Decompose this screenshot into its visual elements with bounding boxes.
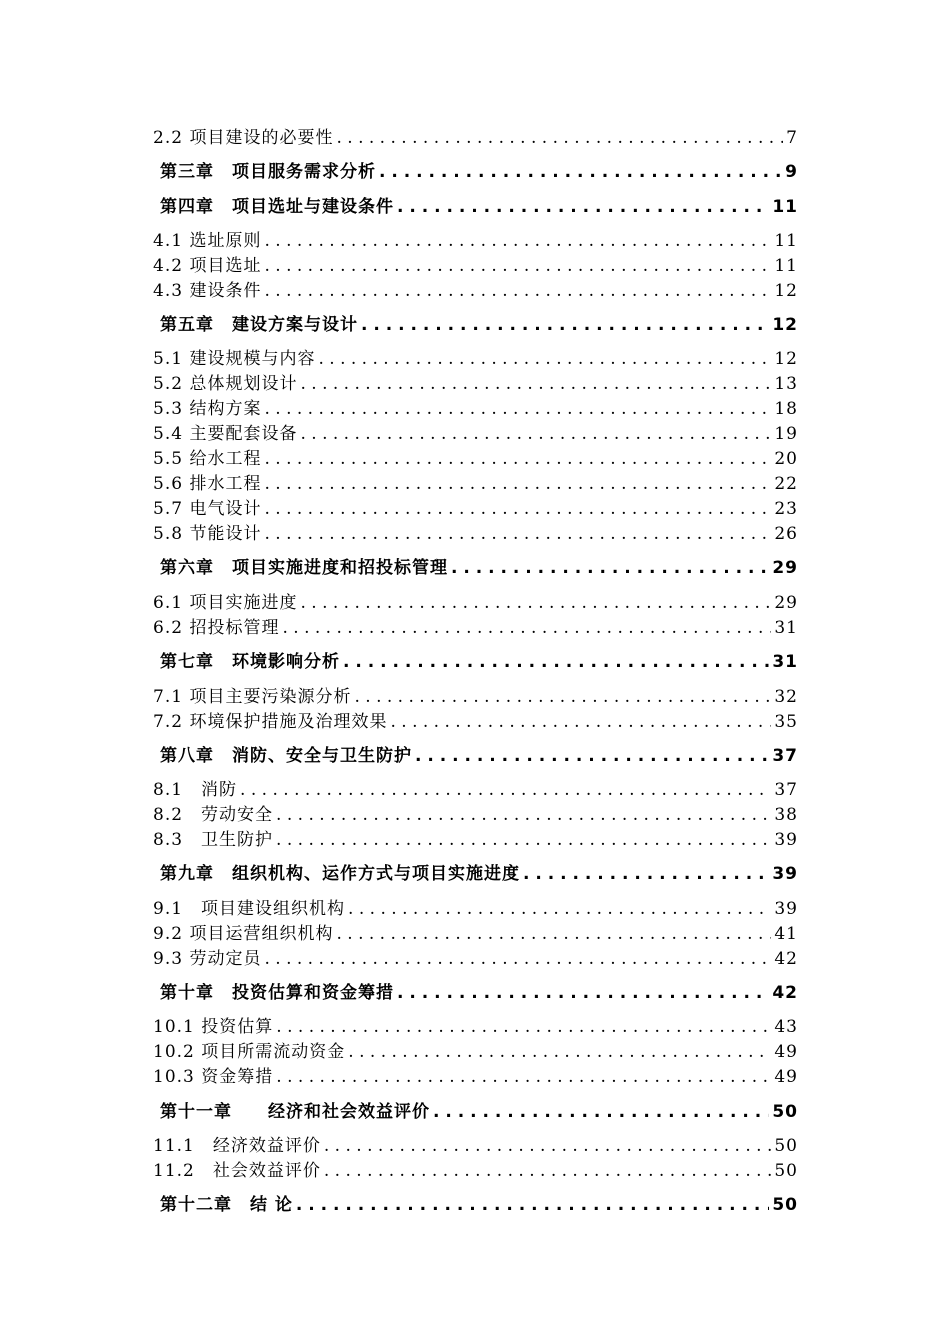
toc-entry-title: 8.3 卫生防护 — [153, 830, 274, 850]
dot-leader — [390, 711, 771, 733]
toc-entry-title: 5.7 电气设计 — [153, 499, 262, 519]
toc-entry-page-number: 13 — [774, 374, 798, 394]
toc-entry-page-number: 37 — [772, 746, 798, 766]
toc-section-entry[interactable] — [153, 948, 798, 970]
toc-entry-page-number: 50 — [772, 1195, 798, 1215]
dot-leader — [264, 523, 771, 545]
toc-section-entry[interactable] — [153, 779, 798, 801]
toc-entry-title: 9.1 项目建设组织机构 — [153, 899, 346, 919]
dot-leader — [433, 1101, 769, 1123]
dot-leader — [318, 348, 771, 370]
toc-entry-page-number: 43 — [774, 1017, 798, 1037]
toc-section-entry[interactable] — [153, 1066, 798, 1088]
dot-leader — [397, 982, 769, 1004]
toc-entry-page-number: 26 — [774, 524, 798, 544]
toc-entry-title: 9.3 劳动定员 — [153, 949, 262, 969]
dot-leader — [523, 863, 769, 885]
toc-entry-page-number: 42 — [772, 983, 798, 1003]
toc-section-entry[interactable] — [153, 686, 798, 708]
toc-chapter-entry[interactable] — [160, 863, 798, 885]
dot-leader — [264, 498, 771, 520]
toc-entry-page-number: 12 — [772, 315, 798, 335]
toc-section-entry[interactable] — [153, 1041, 798, 1063]
toc-entry-page-number: 38 — [774, 805, 798, 825]
dot-leader — [324, 1160, 772, 1182]
toc-entry-title: 第十一章 经济和社会效益评价 — [160, 1102, 430, 1122]
toc-entry-title: 第八章 消防、安全与卫生防护 — [160, 746, 412, 766]
dot-leader — [240, 779, 771, 801]
toc-entry-page-number: 19 — [774, 424, 798, 444]
dot-leader — [397, 196, 769, 218]
dot-leader — [264, 398, 771, 420]
toc-entry-title: 5.5 给水工程 — [153, 449, 262, 469]
toc-entry-title: 6.2 招投标管理 — [153, 618, 280, 638]
toc-entry-page-number: 9 — [785, 162, 798, 182]
toc-section-entry[interactable] — [153, 804, 798, 826]
toc-section-entry[interactable] — [153, 348, 798, 370]
toc-section-entry[interactable] — [153, 592, 798, 614]
dot-leader — [282, 617, 771, 639]
dot-leader — [361, 314, 769, 336]
dot-leader — [336, 127, 783, 149]
toc-chapter-entry[interactable] — [160, 314, 798, 336]
toc-section-entry[interactable] — [153, 829, 798, 851]
toc-section-entry[interactable] — [153, 255, 798, 277]
toc-entry-title: 第十二章 结 论 — [160, 1195, 293, 1215]
toc-entry-page-number: 11 — [774, 256, 798, 276]
toc-entry-title: 11.1 经济效益评价 — [153, 1136, 321, 1156]
dot-leader — [348, 1041, 771, 1063]
toc-entry-title: 第十章 投资估算和资金筹措 — [160, 983, 394, 1003]
toc-section-entry[interactable] — [153, 473, 798, 495]
toc-entry-title: 第六章 项目实施进度和招投标管理 — [160, 558, 448, 578]
dot-leader — [264, 230, 771, 252]
toc-section-entry[interactable] — [153, 373, 798, 395]
dot-leader — [348, 898, 771, 920]
toc-entry-page-number: 11 — [772, 197, 798, 217]
toc-entry-page-number: 20 — [774, 449, 798, 469]
toc-entry-title: 5.1 建设规模与内容 — [153, 349, 316, 369]
toc-entry-page-number: 29 — [774, 593, 798, 613]
toc-entry-title: 9.2 项目运营组织机构 — [153, 924, 334, 944]
toc-section-entry[interactable] — [153, 498, 798, 520]
toc-entry-page-number: 50 — [774, 1161, 798, 1181]
dot-leader — [264, 280, 771, 302]
dot-leader — [276, 804, 771, 826]
dot-leader — [324, 1135, 772, 1157]
toc-section-entry[interactable] — [153, 617, 798, 639]
toc-entry-page-number: 35 — [774, 712, 798, 732]
toc-entry-page-number: 49 — [774, 1067, 798, 1087]
toc-entry-title: 11.2 社会效益评价 — [153, 1161, 321, 1181]
toc-entry-page-number: 23 — [774, 499, 798, 519]
toc-entry-page-number: 29 — [772, 558, 798, 578]
toc-entry-page-number: 32 — [774, 687, 798, 707]
toc-entry-title: 4.1 选址原则 — [153, 231, 262, 251]
toc-entry-page-number: 49 — [774, 1042, 798, 1062]
toc-entry-page-number: 11 — [774, 231, 798, 251]
toc-entry-title: 10.1 投资估算 — [153, 1017, 274, 1037]
dot-leader — [264, 948, 771, 970]
toc-entry-page-number: 39 — [774, 899, 798, 919]
toc-section-entry[interactable] — [153, 1135, 798, 1157]
toc-chapter-entry[interactable] — [160, 557, 798, 579]
toc-section-entry[interactable] — [153, 923, 798, 945]
toc-chapter-entry[interactable] — [160, 1194, 798, 1216]
dot-leader — [296, 1194, 769, 1216]
toc-section-entry[interactable] — [153, 423, 798, 445]
toc-entry-page-number: 39 — [774, 830, 798, 850]
toc-entry-title: 第七章 环境影响分析 — [160, 652, 340, 672]
dot-leader — [264, 448, 771, 470]
toc-section-entry[interactable] — [153, 398, 798, 420]
toc-entry-page-number: 7 — [786, 128, 798, 148]
toc-entry-page-number: 31 — [772, 652, 798, 672]
toc-entry-page-number: 41 — [774, 924, 798, 944]
toc-entry-title: 2.2 项目建设的必要性 — [153, 128, 334, 148]
dot-leader — [264, 255, 771, 277]
dot-leader — [379, 161, 782, 183]
dot-leader — [276, 1016, 771, 1038]
toc-entry-title: 6.1 项目实施进度 — [153, 593, 298, 613]
toc-entry-title: 5.6 排水工程 — [153, 474, 262, 494]
toc-entry-title: 10.3 资金筹措 — [153, 1067, 274, 1087]
dot-leader — [354, 686, 771, 708]
toc-entry-title: 第三章 项目服务需求分析 — [160, 162, 376, 182]
dot-leader — [415, 745, 769, 767]
toc-section-entry[interactable] — [153, 448, 798, 470]
toc-section-entry[interactable] — [153, 127, 798, 149]
toc-entry-title: 7.1 项目主要污染源分析 — [153, 687, 352, 707]
toc-entry-page-number: 39 — [772, 864, 798, 884]
toc-chapter-entry[interactable] — [160, 1101, 798, 1123]
toc-chapter-entry[interactable] — [160, 745, 798, 767]
toc-section-entry[interactable] — [153, 711, 798, 733]
toc-chapter-entry[interactable] — [160, 161, 798, 183]
toc-entry-title: 8.2 劳动安全 — [153, 805, 274, 825]
toc-section-entry[interactable] — [153, 1160, 798, 1182]
dot-leader — [451, 557, 769, 579]
dot-leader — [343, 651, 769, 673]
dot-leader — [300, 423, 771, 445]
toc-entry-page-number: 18 — [774, 399, 798, 419]
dot-leader — [300, 373, 771, 395]
dot-leader — [276, 829, 771, 851]
toc-entry-page-number: 50 — [772, 1102, 798, 1122]
dot-leader — [300, 592, 771, 614]
toc-chapter-entry[interactable] — [160, 651, 798, 673]
toc-entry-page-number: 12 — [774, 349, 798, 369]
toc-section-entry[interactable] — [153, 523, 798, 545]
toc-entry-page-number: 50 — [774, 1136, 798, 1156]
toc-entry-title: 第五章 建设方案与设计 — [160, 315, 358, 335]
toc-chapter-entry[interactable] — [160, 196, 798, 218]
toc-section-entry[interactable] — [153, 898, 798, 920]
toc-entry-page-number: 37 — [774, 780, 798, 800]
toc-section-entry[interactable] — [153, 1016, 798, 1038]
toc-entry-title: 5.8 节能设计 — [153, 524, 262, 544]
toc-entry-title: 7.2 环境保护措施及治理效果 — [153, 712, 388, 732]
dot-leader — [264, 473, 771, 495]
toc-entry-title: 4.2 项目选址 — [153, 256, 262, 276]
toc-entry-title: 第四章 项目选址与建设条件 — [160, 197, 394, 217]
toc-section-entry[interactable] — [153, 230, 798, 252]
toc-entry-page-number: 22 — [774, 474, 798, 494]
toc-entry-page-number: 12 — [774, 281, 798, 301]
toc-entry-title: 5.3 结构方案 — [153, 399, 262, 419]
toc-chapter-entry[interactable] — [160, 982, 798, 1004]
toc-entry-title: 10.2 项目所需流动资金 — [153, 1042, 346, 1062]
dot-leader — [336, 923, 771, 945]
toc-entry-page-number: 42 — [774, 949, 798, 969]
toc-entry-title: 5.2 总体规划设计 — [153, 374, 298, 394]
toc-entry-title: 第九章 组织机构、运作方式与项目实施进度 — [160, 864, 520, 884]
toc-entry-title: 5.4 主要配套设备 — [153, 424, 298, 444]
toc-entry-title: 4.3 建设条件 — [153, 281, 262, 301]
dot-leader — [276, 1066, 771, 1088]
toc-section-entry[interactable] — [153, 280, 798, 302]
toc-entry-page-number: 31 — [774, 618, 798, 638]
toc-entry-title: 8.1 消防 — [153, 780, 238, 800]
